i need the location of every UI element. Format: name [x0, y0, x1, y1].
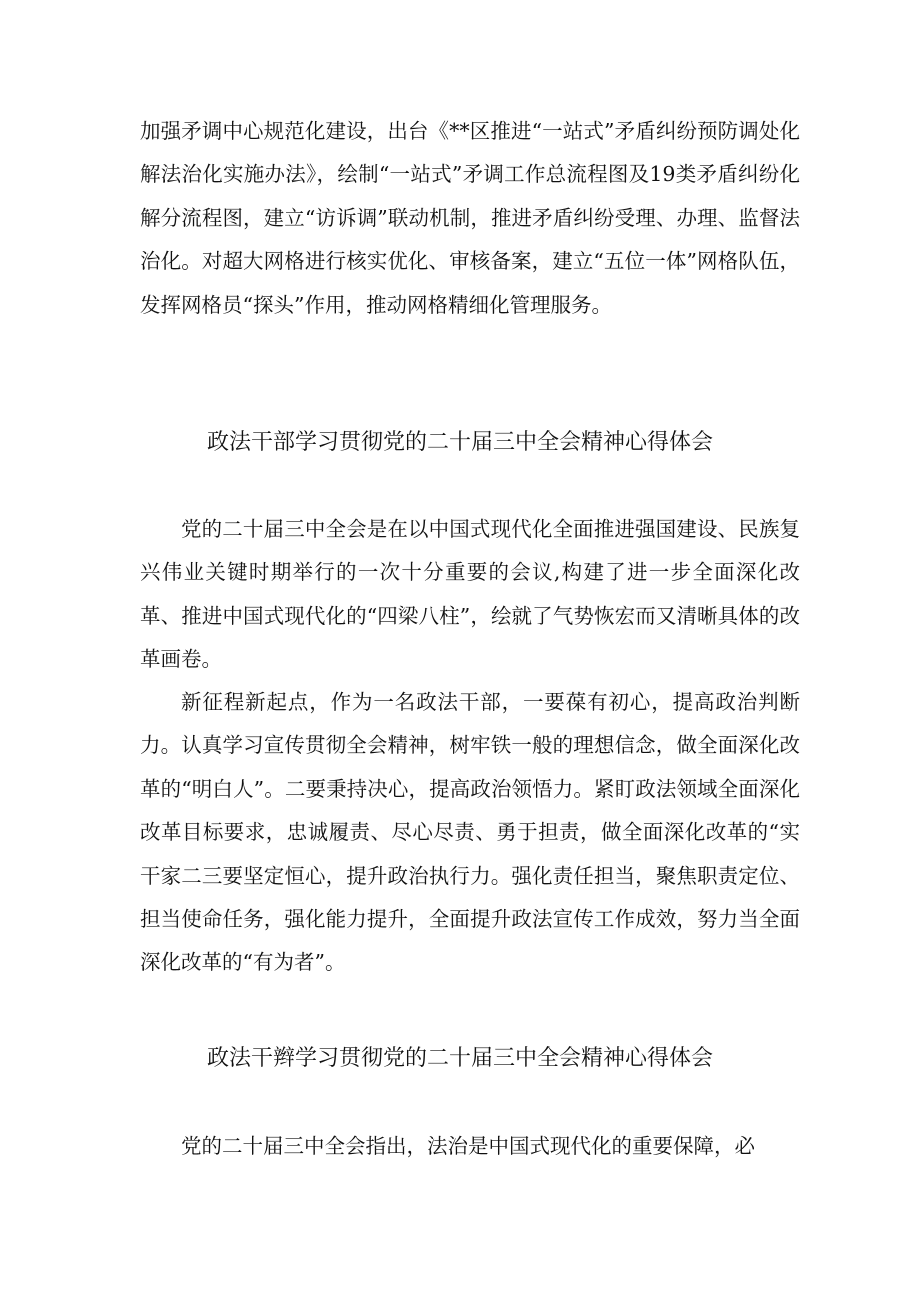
body-paragraph: 党的二十届三中全会指出，法治是中国式现代化的重要保障，必 [181, 1134, 755, 1158]
body-paragraph: 新征程新起点，作为一名政法干部，一要葆有初心，提高政治判断力。认真学习宣传贯彻全会精神，树牢铁一般的理想信念，做全面深化改革的“明白人”。二要秉持决心，提高政治领悟力。紧盯政法领域全面深化改革目标要求，忠诚履责、尽心尽责、勇于担责，做全面深化改革的“实干家二三要坚定恒心，提升政治执行力。强化责任担当，聚焦职责定位、担当使命任务，强化能力提升，全面提升政法宣传工作成效，努力当全面深化改革的“有为者”。 [140, 690, 800, 975]
section-heading: 政法干辫学习贯彻党的二十届三中全会精神心得体会 [206, 1046, 713, 1071]
body-paragraph: 党的二十届三中全会是在以中国式现代化全面推进强国建设、民族复兴伟业关键时期举行的一次十分重要的会议,构建了进一步全面深化改革、推进中国式现代化的“四梁八柱”，绘就了气势恢宏而又清晰具体的改革画卷。 [140, 517, 800, 672]
body-paragraph: 加强矛调中心规范化建设，出台《**区推进“一站式”矛盾纠纷预防调处化解法治化实施办法》，绘制“一站式”矛调工作总流程图及19类矛盾纠纷化解分流程图，建立“访诉调”联动机制，推进矛盾纠纷受理、办理、监督法治化。对超大网格进行核实优化、审核备案，建立“五位一体”网格队伍，发挥网格员“探头”作用，推动网格精细化管理服务。 [140, 119, 800, 317]
section-heading: 政法干部学习贯彻党的二十届三中全会精神心得体会 [206, 430, 713, 455]
